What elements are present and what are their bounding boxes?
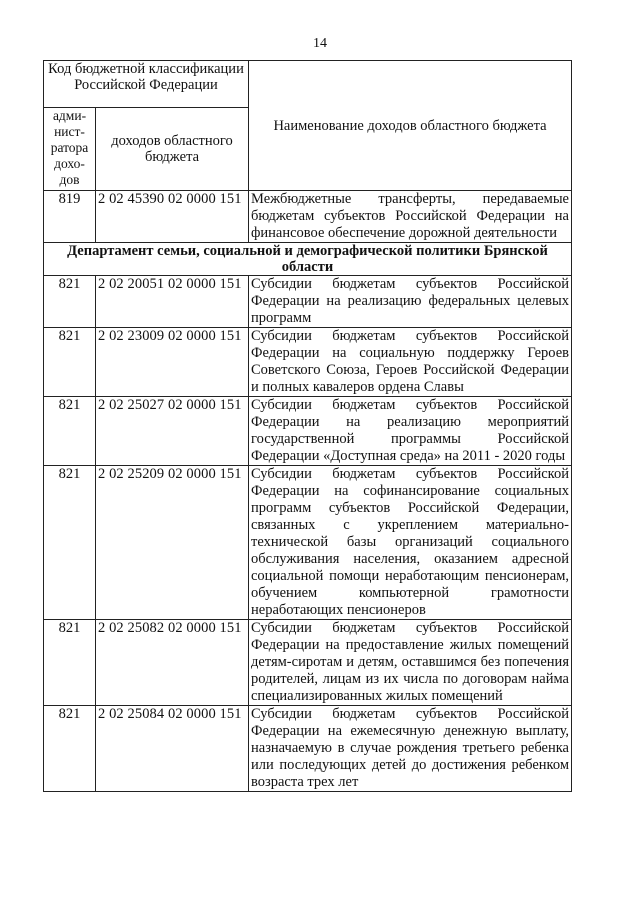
income-code: 2 02 25209 02 0000 151 bbox=[96, 466, 249, 620]
admin-column-header: адми-нист-ратора дохо-дов bbox=[44, 108, 96, 191]
table-row bbox=[44, 706, 572, 792]
admin-code: 821 bbox=[44, 706, 96, 792]
department-title: Департамент семьи, социальной и демографической политики Брянской области bbox=[44, 243, 572, 276]
department-row bbox=[44, 243, 572, 276]
income-name: Субсидии бюджетам субъектов Российской Федерации на реализацию федеральных целевых программ bbox=[249, 276, 572, 328]
classification-header: Код бюджетной классификации Российской Федерации bbox=[44, 61, 249, 108]
income-name: Субсидии бюджетам субъектов Российской Федерации на ежемесячную денежную выплату, назначаемую в случае рождения третьего ребенка или последующих детей до достижения ребенком возраста трех лет bbox=[249, 706, 572, 792]
income-code: 2 02 45390 02 0000 151 bbox=[96, 191, 249, 243]
table-row bbox=[44, 620, 572, 706]
income-column-header: доходов областного бюджета bbox=[96, 108, 249, 191]
table-row bbox=[44, 276, 572, 328]
income-name: Межбюджетные трансферты, передаваемые бюджетам субъектов Российской Федерации на финансовое обеспечение дорожной деятельности bbox=[249, 191, 572, 243]
table-row bbox=[44, 466, 572, 620]
table-row bbox=[44, 397, 572, 466]
income-code: 2 02 25027 02 0000 151 bbox=[96, 397, 249, 466]
page-number: 14 bbox=[313, 36, 327, 51]
income-name: Субсидии бюджетам субъектов Российской Федерации на социальную поддержку Героев Советского Союза, Героев Российской Федерации и полных кавалеров ордена Славы bbox=[249, 328, 572, 397]
table-row bbox=[44, 328, 572, 397]
table-body bbox=[44, 191, 572, 792]
admin-code: 821 bbox=[44, 397, 96, 466]
income-code: 2 02 20051 02 0000 151 bbox=[96, 276, 249, 328]
income-name: Субсидии бюджетам субъектов Российской Федерации на реализацию мероприятий государственной программы Российской Федерации «Доступная среда» на 2011 - 2020 годы bbox=[249, 397, 572, 466]
name-column-header: Наименование доходов областного бюджета bbox=[249, 61, 572, 191]
admin-code: 821 bbox=[44, 466, 96, 620]
income-code: 2 02 25082 02 0000 151 bbox=[96, 620, 249, 706]
income-code: 2 02 25084 02 0000 151 bbox=[96, 706, 249, 792]
header-row bbox=[44, 61, 572, 108]
income-name: Субсидии бюджетам субъектов Российской Федерации на предоставление жилых помещений детям-сиротам и детям, оставшимся без попечения родителей, лицам из их числа по договорам найма специализированных жилых помещений bbox=[249, 620, 572, 706]
income-name: Субсидии бюджетам субъектов Российской Федерации на софинансирование социальных программ субъектов Российской Федерации, связанных с укреплением материально-технической базы организаций социального обслуживания населения, оказанием адресной социальной помощи неработающим пенсионерам, обучением компьютерной грамотности неработающих пенсионеров bbox=[249, 466, 572, 620]
table-row bbox=[44, 191, 572, 243]
income-code: 2 02 23009 02 0000 151 bbox=[96, 328, 249, 397]
admin-code: 819 bbox=[44, 191, 96, 243]
admin-code: 821 bbox=[44, 620, 96, 706]
budget-table bbox=[43, 60, 572, 792]
admin-code: 821 bbox=[44, 328, 96, 397]
admin-code: 821 bbox=[44, 276, 96, 328]
